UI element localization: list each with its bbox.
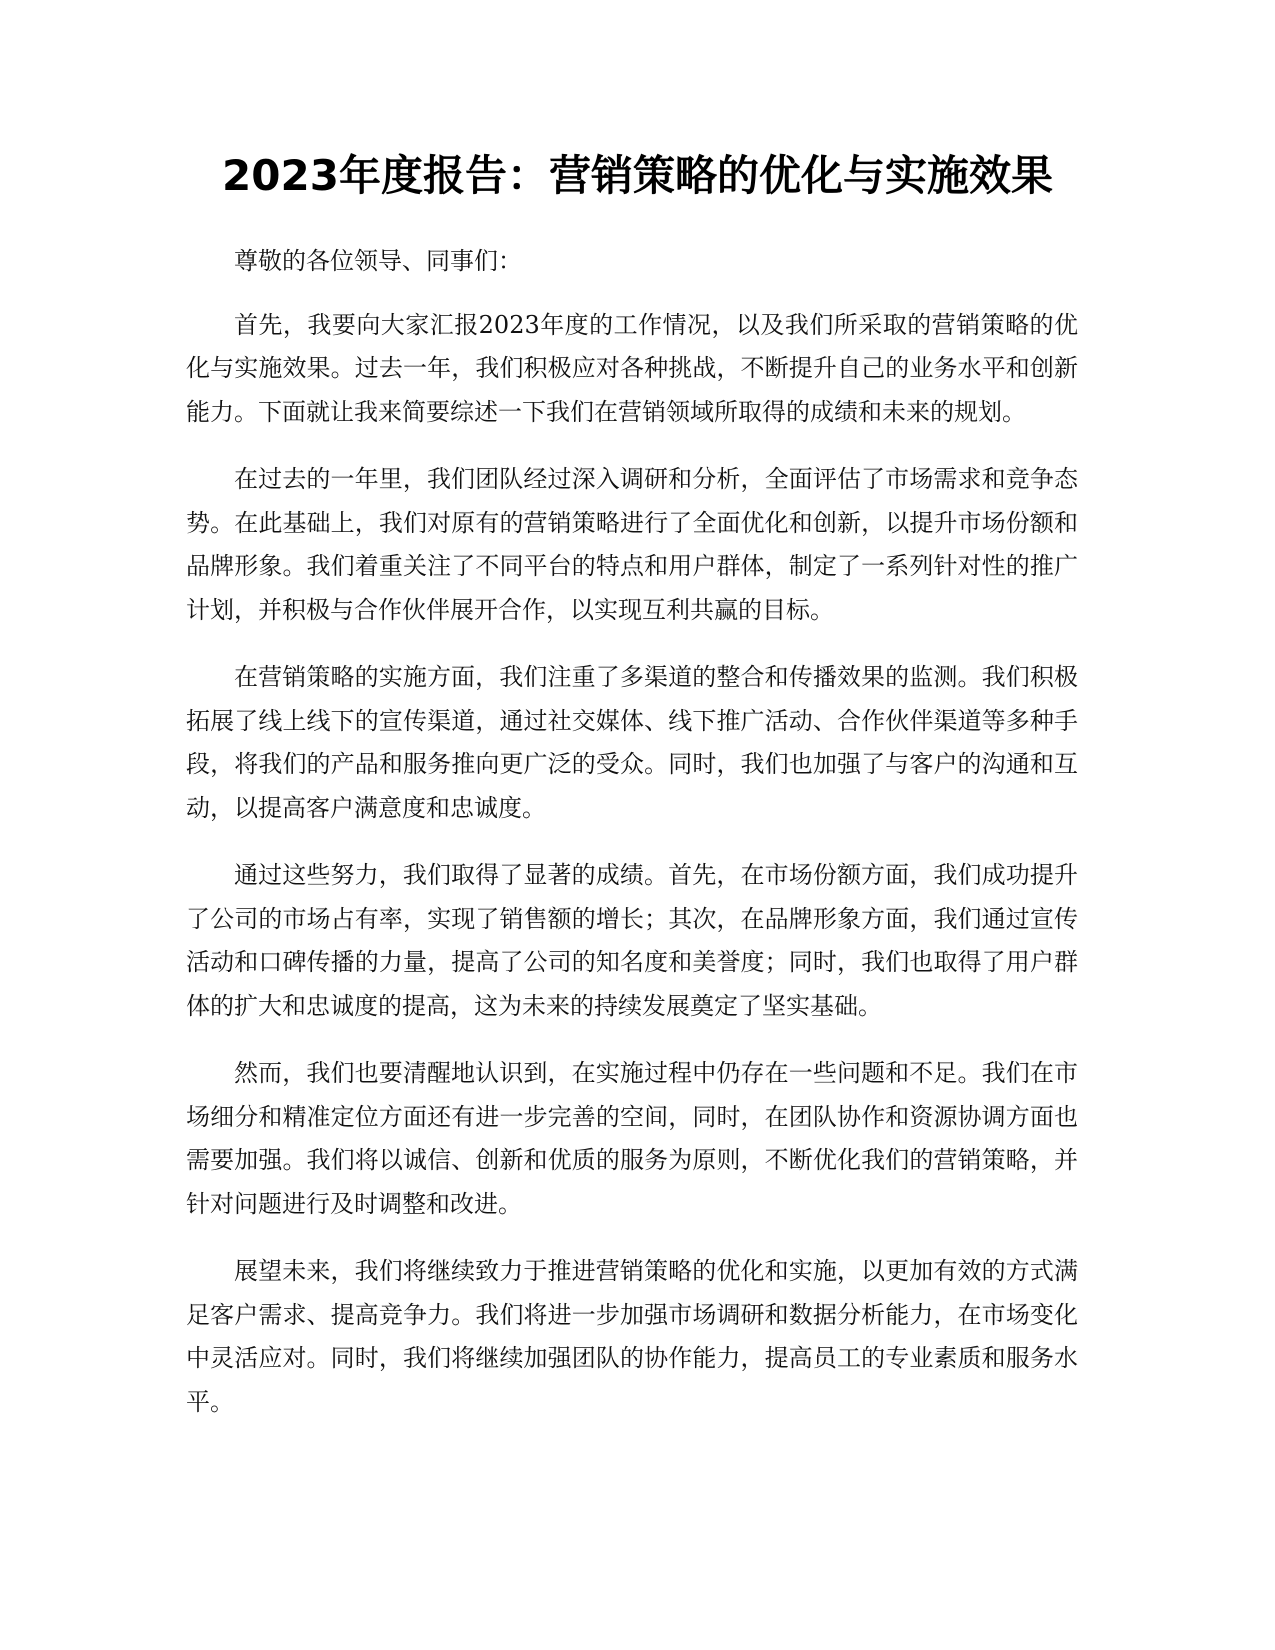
paragraph-intro: 首先，我要向大家汇报2023年度的工作情况，以及我们所采取的营销策略的优化与实施效果。过去一年，我们积极应对各种挑战，不断提升自己的业务水平和创新能力。下面就让我来简要综述一下我们在营销领域所取得的成绩和未来的规划。 (186, 310, 1078, 426)
paragraph-outlook: 展望未来，我们将继续致力于推进营销策略的优化和实施，以更加有效的方式满足客户需求、提高竞争力。我们将进一步加强市场调研和数据分析能力，在市场变化中灵活应对。同时，我们将继续加强团队的协作能力，提高员工的专业素质和服务水平。 (186, 1257, 1078, 1416)
salutation: 尊敬的各位领导、同事们： (234, 247, 522, 275)
paragraph-strategy: 在过去的一年里，我们团队经过深入调研和分析，全面评估了市场需求和竞争态势。在此基础上，我们对原有的营销策略进行了全面优化和创新，以提升市场份额和品牌形象。我们着重关注了不同平台的特点和用户群体，制定了一系列针对性的推广计划，并积极与合作伙伴展开合作，以实现互利共赢的目标。 (186, 465, 1078, 624)
document-title: 2023年度报告：营销策略的优化与实施效果 (222, 151, 1053, 200)
document-body (186, 240, 1078, 1448)
paragraph-implementation: 在营销策略的实施方面，我们注重了多渠道的整合和传播效果的监测。我们积极拓展了线上线下的宣传渠道，通过社交媒体、线下推广活动、合作伙伴渠道等多种手段，将我们的产品和服务推向更广泛的受众。同时，我们也加强了与客户的沟通和互动，以提高客户满意度和忠诚度。 (186, 663, 1078, 822)
paragraph-issues: 然而，我们也要清醒地认识到，在实施过程中仍存在一些问题和不足。我们在市场细分和精准定位方面还有进一步完善的空间，同时，在团队协作和资源协调方面也需要加强。我们将以诚信、创新和优质的服务为原则，不断优化我们的营销策略，并针对问题进行及时调整和改进。 (186, 1059, 1078, 1218)
paragraph-results: 通过这些努力，我们取得了显著的成绩。首先，在市场份额方面，我们成功提升了公司的市场占有率，实现了销售额的增长；其次，在品牌形象方面，我们通过宣传活动和口碑传播的力量，提高了公司的知名度和美誉度；同时，我们也取得了用户群体的扩大和忠诚度的提高，这为未来的持续发展奠定了坚实基础。 (186, 861, 1078, 1020)
